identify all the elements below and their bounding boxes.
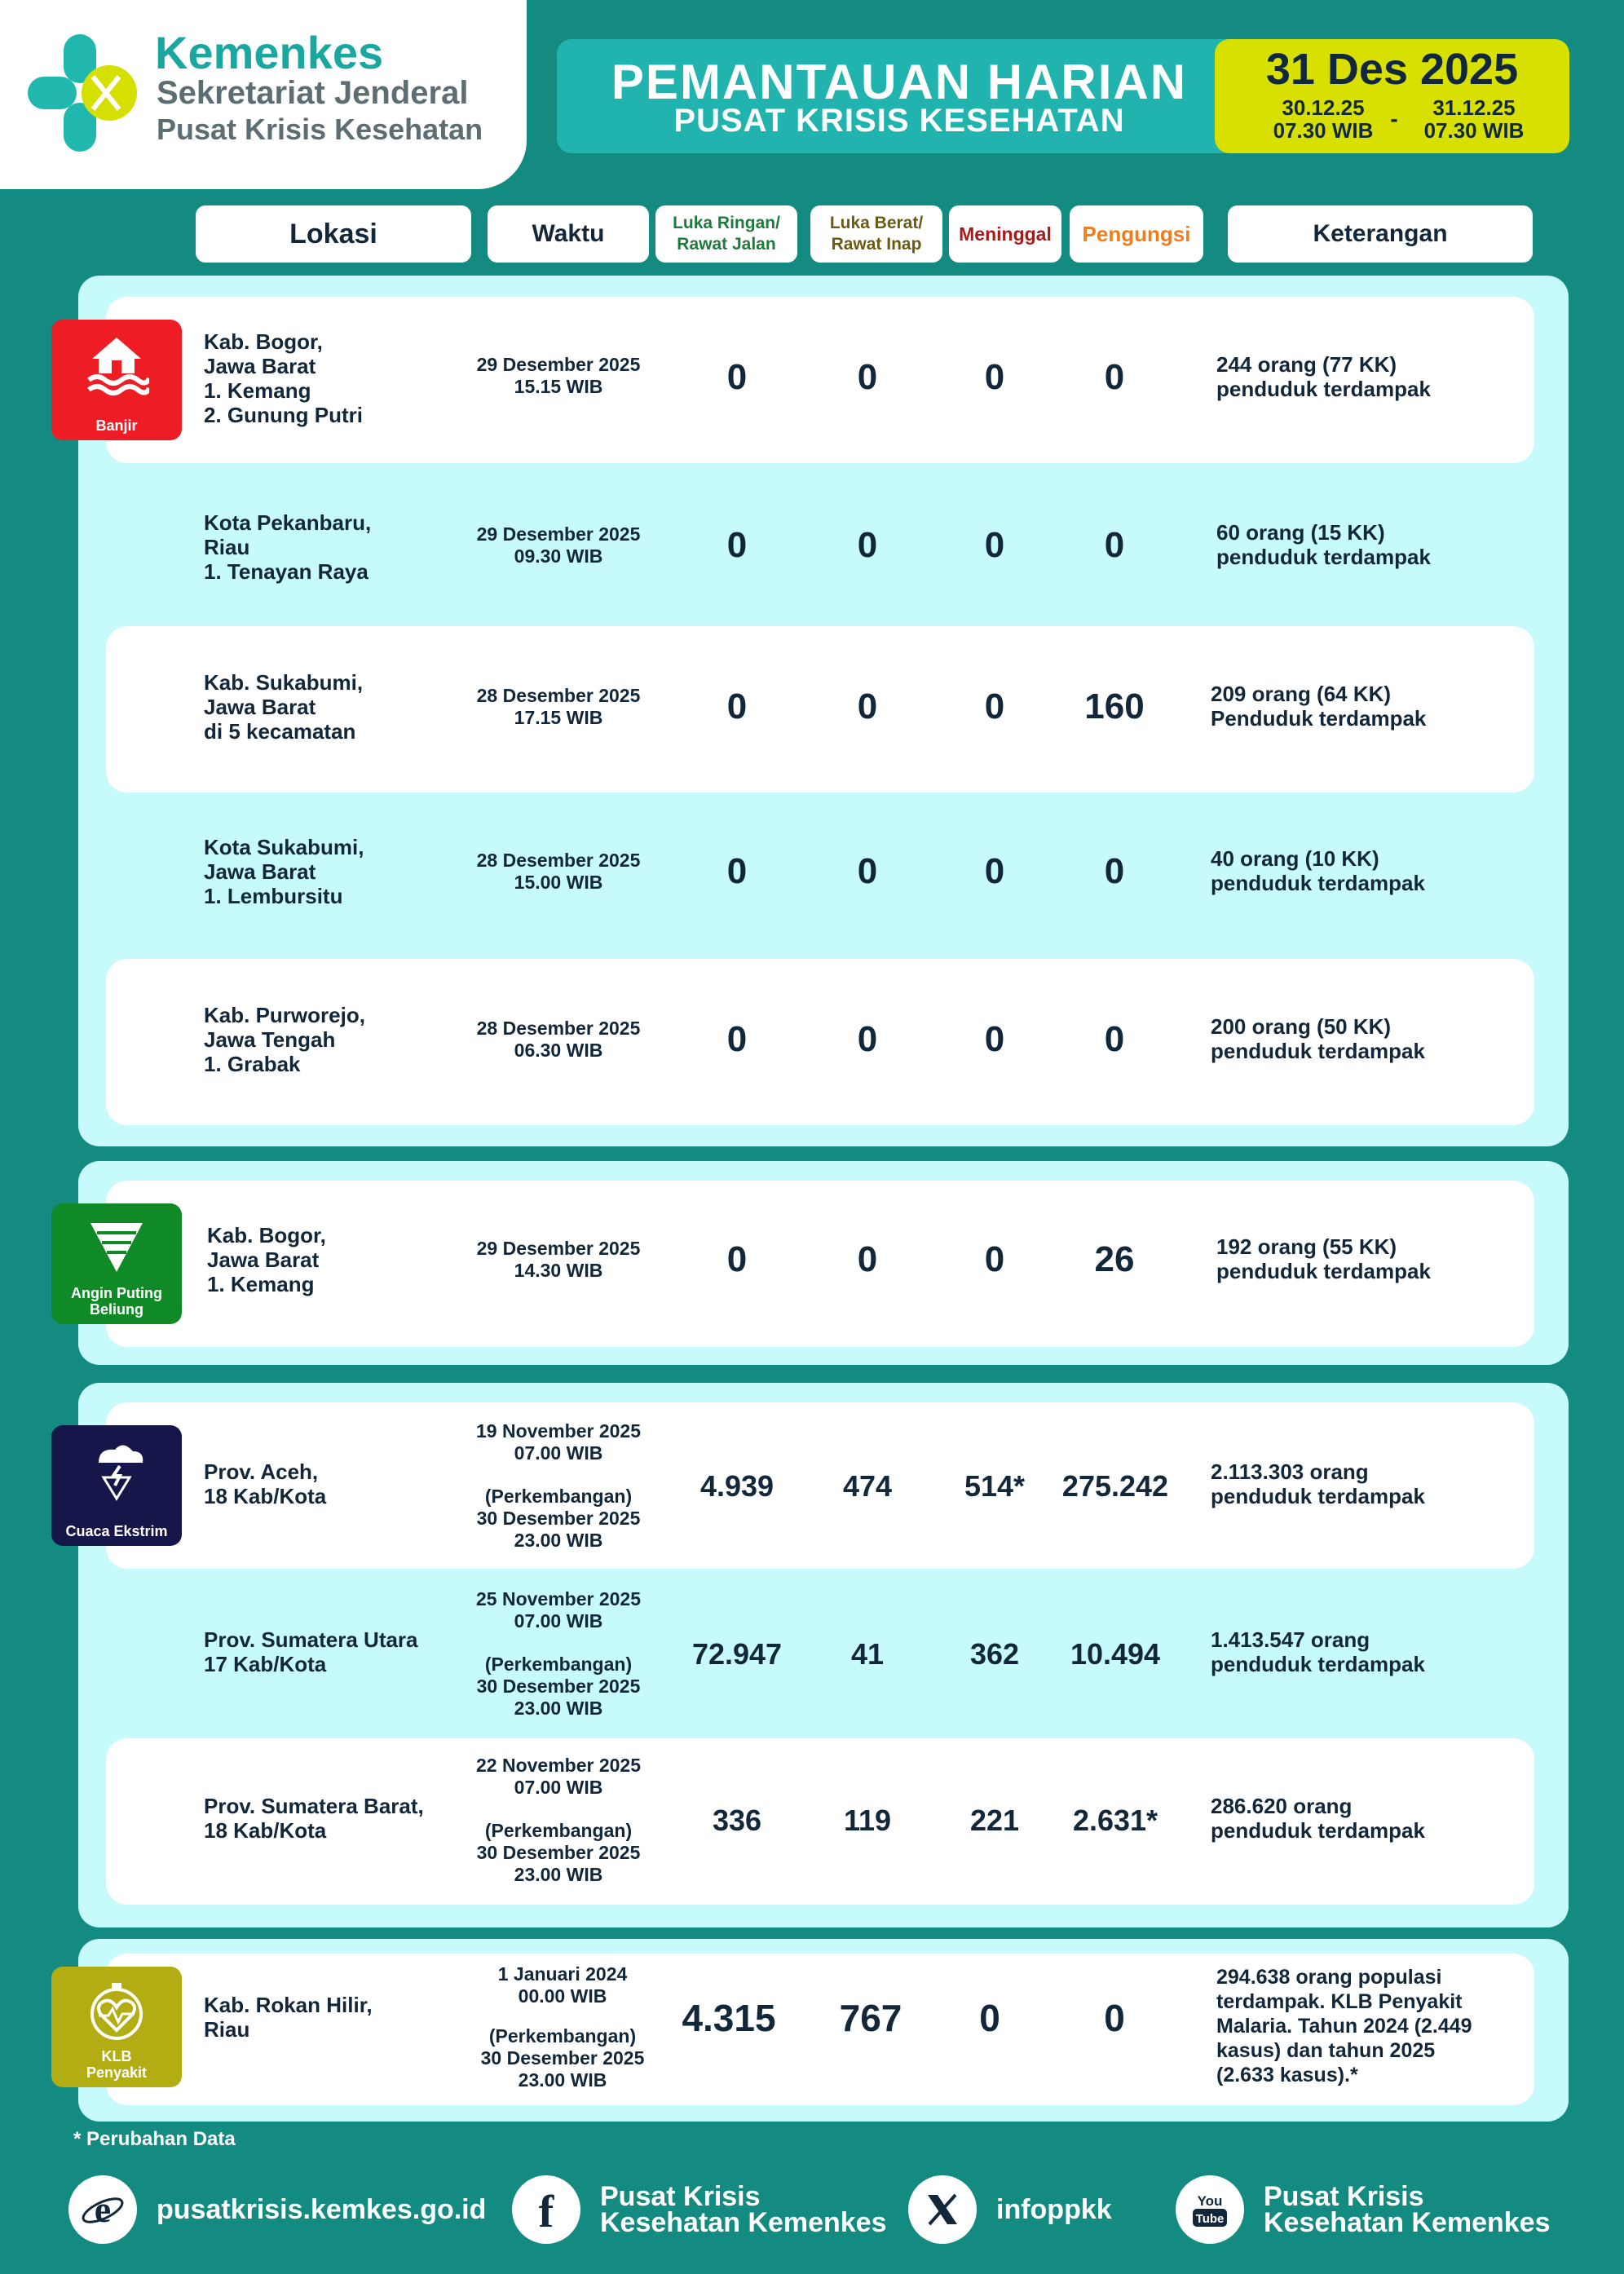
time-line: 30 Desember 2025	[476, 1508, 641, 1529]
range-to-date: 31.12.25	[1432, 95, 1516, 120]
row-4-luka-berat: 0	[857, 1019, 878, 1059]
time-line: 19 November 2025	[475, 1420, 641, 1442]
badge-klb-label-line2: Penyakit	[86, 2064, 148, 2081]
row-6-luka-ringan: 4.939	[699, 1469, 774, 1503]
row-7-meninggal: 362	[969, 1637, 1020, 1671]
note-line: 294.638 orang populasi	[1216, 1966, 1442, 1989]
time-line: 23.00 WIB	[514, 1530, 603, 1551]
row-8-pengungsi: 2.631*	[1072, 1804, 1158, 1837]
time-line: 23.00 WIB	[514, 1698, 603, 1719]
time-line: 30 Desember 2025	[480, 2047, 645, 2069]
svg-text:e: e	[94, 2188, 112, 2230]
badge-klb-label	[51, 2048, 182, 2081]
note-line: 192 orang (55 KK)	[1216, 1234, 1397, 1259]
row-3-location	[204, 835, 465, 908]
row-5-note	[1216, 1234, 1542, 1283]
web-icon-circle	[68, 2175, 137, 2244]
time-line	[444, 1464, 673, 1486]
badge-angin-label-line2: Beliung	[90, 1301, 143, 1318]
row-7-location	[204, 1627, 448, 1676]
row-8-meninggal: 221	[969, 1804, 1020, 1837]
time-line: 17.15 WIB	[514, 707, 603, 728]
row-8-luka-berat: 119	[843, 1804, 892, 1837]
time-line: 09.30 WIB	[514, 545, 603, 567]
row-6-time	[444, 1420, 673, 1552]
loc-line: 2. Gunung Putri	[204, 403, 363, 427]
social-web[interactable]	[68, 2169, 486, 2250]
time-line: (Perkembangan)	[484, 1486, 633, 1507]
note-line: Penduduk terdampak	[1211, 706, 1427, 731]
row-0-luka-berat: 0	[857, 357, 878, 397]
loc-line: 18 Kab/Kota	[204, 1818, 327, 1843]
x-icon-circle	[908, 2175, 977, 2244]
row-9-pengungsi: 0	[1104, 1997, 1125, 2039]
note-line: 200 orang (50 KK)	[1211, 1014, 1392, 1039]
time-line: (Perkembangan)	[484, 1654, 633, 1675]
time-line: 23.00 WIB	[518, 2069, 607, 2091]
logo-panel	[0, 0, 527, 189]
logo-subtitle-1: Sekretariat Jenderal	[157, 75, 469, 111]
row-5-pengungsi: 26	[1094, 1239, 1135, 1279]
note-line: 1.413.547 orang	[1211, 1627, 1370, 1652]
note-line: (2.633 kasus).*	[1216, 2064, 1358, 2086]
row-2-luka-ringan: 0	[726, 687, 748, 726]
note-line: penduduk terdampak	[1216, 377, 1431, 401]
row-5-time	[444, 1238, 673, 1282]
time-line: 06.30 WIB	[514, 1040, 603, 1061]
column-header-meninggal: Meninggal	[949, 205, 1061, 263]
note-line: 2.113.303 orang	[1211, 1459, 1369, 1484]
storm-cloud-icon	[84, 1437, 149, 1502]
row-6-luka-berat: 474	[842, 1469, 893, 1503]
heart-pulse-icon	[84, 1978, 149, 2043]
time-line: 30 Desember 2025	[476, 1842, 641, 1863]
time-line: 15.15 WIB	[514, 376, 603, 397]
column-header-waktu: Waktu	[488, 205, 649, 263]
row-9-luka-ringan: 4.315	[682, 1997, 776, 2039]
loc-line: Jawa Barat	[204, 859, 316, 884]
youtube-icon-circle	[1176, 2175, 1244, 2244]
loc-line: Kota Sukabumi,	[204, 835, 364, 859]
time-line: 28 Desember 2025	[476, 850, 641, 871]
row-6-note	[1211, 1459, 1537, 1508]
loc-line: 1. Kemang	[207, 1272, 315, 1296]
row-9-note	[1216, 1965, 1526, 2087]
row-3-meninggal: 0	[984, 851, 1005, 891]
row-4-time	[444, 1018, 673, 1062]
row-7-time	[444, 1588, 673, 1720]
badge-banjir	[51, 320, 182, 440]
column-header-luka-berat-line1: Luka Berat/	[829, 214, 924, 232]
note-line: 244 orang (77 KK)	[1216, 352, 1397, 377]
time-line: 22 November 2025	[475, 1755, 641, 1776]
internet-explorer-icon	[81, 2188, 125, 2232]
time-line: 15.00 WIB	[514, 872, 603, 893]
row-0-pengungsi: 0	[1104, 357, 1125, 397]
row-1-note	[1216, 520, 1542, 569]
tornado-icon	[84, 1215, 149, 1280]
facebook-icon	[527, 2188, 566, 2232]
x-twitter-icon	[923, 2190, 962, 2229]
row-4-note	[1211, 1014, 1537, 1063]
social-youtube-text[interactable]	[1264, 2183, 1551, 2236]
note-line: penduduk terdampak	[1211, 1818, 1425, 1843]
loc-line: Jawa Barat	[204, 695, 316, 719]
row-3-luka-ringan: 0	[726, 851, 748, 891]
loc-line: 1. Kemang	[204, 378, 311, 403]
note-line: 286.620 orang	[1211, 1794, 1353, 1818]
time-line: 00.00 WIB	[518, 1985, 607, 2007]
row-6-meninggal: 514*	[964, 1469, 1026, 1503]
time-line: 14.30 WIB	[514, 1260, 603, 1281]
badge-klb-label-line1: KLB	[101, 2048, 132, 2064]
row-5-meninggal: 0	[984, 1239, 1005, 1279]
time-line: (Perkembangan)	[488, 2025, 637, 2047]
loc-line: 1. Lembursitu	[204, 884, 343, 908]
page-subtitle: PUSAT KRISIS KESEHATAN	[673, 103, 1125, 139]
loc-line: 1. Tenayan Raya	[204, 559, 368, 584]
row-3-pengungsi: 0	[1104, 851, 1125, 891]
social-youtube[interactable]	[1176, 2169, 1551, 2250]
time-line	[444, 1799, 673, 1820]
row-7-note	[1211, 1627, 1537, 1676]
row-0-location	[204, 329, 465, 427]
loc-line: Prov. Sumatera Utara	[204, 1627, 418, 1652]
loc-line: Kab. Sukabumi,	[204, 670, 364, 695]
time-line: 07.00 WIB	[514, 1442, 603, 1464]
youtube-icon	[1188, 2188, 1232, 2232]
range-to	[1401, 96, 1547, 142]
loc-line: Riau	[204, 2017, 250, 2042]
note-line: penduduk terdampak	[1216, 545, 1431, 569]
time-line: 29 Desember 2025	[476, 354, 641, 375]
badge-angin-puting-beliung	[51, 1203, 182, 1324]
range-separator: -	[1390, 106, 1398, 131]
range-from-date: 30.12.25	[1282, 95, 1365, 120]
row-2-location	[204, 670, 465, 744]
badge-cuaca-label: Cuaca Ekstrim	[65, 1523, 168, 1539]
note-line: Malaria. Tahun 2024 (2.449	[1216, 2015, 1472, 2038]
social-facebook-text[interactable]	[600, 2183, 887, 2236]
row-9-location	[204, 1993, 465, 2042]
badge-cuaca-ekstrim	[51, 1425, 182, 1546]
loc-line: 17 Kab/Kota	[204, 1652, 327, 1676]
row-9-meninggal: 0	[979, 1997, 1000, 2039]
column-header-luka-ringan-line2: Rawat Jalan	[677, 235, 776, 254]
loc-line: Kab. Rokan Hilir,	[204, 1993, 373, 2017]
logo-title: Kemenkes	[155, 27, 384, 78]
loc-line: Riau	[204, 535, 250, 559]
loc-line: Prov. Aceh,	[204, 1459, 319, 1484]
row-8-note	[1211, 1794, 1537, 1843]
row-2-time	[444, 685, 673, 729]
social-youtube-line1: Pusat Krisis	[1264, 2181, 1424, 2212]
note-line: penduduk terdampak	[1216, 1259, 1431, 1283]
column-header-luka-berat	[810, 205, 942, 263]
row-3-luka-berat: 0	[857, 851, 878, 891]
badge-banjir-label: Banjir	[95, 417, 138, 434]
row-8-location	[204, 1794, 448, 1843]
column-header-luka-ringan	[655, 205, 797, 263]
page-title: PEMANTAUAN HARIAN	[611, 55, 1188, 109]
time-line: 28 Desember 2025	[476, 685, 641, 706]
row-1-time	[444, 523, 673, 567]
row-6-location	[204, 1459, 465, 1508]
note-line: penduduk terdampak	[1211, 1039, 1425, 1063]
kemenkes-logo-icon	[28, 28, 142, 158]
row-1-luka-berat: 0	[857, 525, 878, 565]
time-line: (Perkembangan)	[484, 1820, 633, 1841]
note-line: penduduk terdampak	[1211, 1484, 1425, 1508]
row-0-meninggal: 0	[984, 357, 1005, 397]
social-facebook-line2: Kesehatan Kemenkes	[600, 2207, 887, 2238]
column-header-pengungsi: Pengungsi	[1070, 205, 1203, 263]
flood-house-icon	[84, 331, 149, 396]
note-line: terdampak. KLB Penyakit	[1216, 1990, 1463, 2013]
row-2-pengungsi: 160	[1084, 687, 1145, 726]
loc-line: 1. Grabak	[204, 1052, 301, 1076]
row-2-luka-berat: 0	[857, 687, 878, 726]
row-7-pengungsi: 10.494	[1070, 1637, 1161, 1671]
row-0-note	[1216, 352, 1542, 401]
loc-line: Kab. Bogor,	[204, 329, 323, 354]
row-0-time	[444, 354, 673, 398]
row-2-meninggal: 0	[984, 687, 1005, 726]
row-1-pengungsi: 0	[1104, 525, 1125, 565]
time-line: 25 November 2025	[475, 1588, 641, 1609]
badge-klb-penyakit	[51, 1967, 182, 2087]
note-line: penduduk terdampak	[1211, 871, 1425, 895]
row-9-time	[448, 1963, 677, 2091]
row-3-note	[1211, 846, 1537, 895]
row-8-luka-ringan: 336	[712, 1804, 762, 1837]
loc-line: Jawa Tengah	[204, 1027, 336, 1052]
youtube-glyph-you: You	[1197, 2193, 1223, 2209]
column-header-luka-ringan-line1: Luka Ringan/	[673, 214, 780, 232]
range-to-time: 07.30 WIB	[1423, 118, 1525, 143]
range-from	[1254, 96, 1392, 142]
note-line: 40 orang (10 KK)	[1211, 846, 1379, 871]
loc-line: di 5 kecamatan	[204, 719, 356, 744]
time-line: 07.00 WIB	[514, 1777, 603, 1798]
youtube-glyph-tube: Tube	[1195, 2212, 1225, 2226]
loc-line: Kab. Bogor,	[207, 1223, 326, 1247]
svg-text:f: f	[538, 2188, 554, 2232]
column-header-luka-berat-line2: Rawat Inap	[831, 235, 922, 254]
badge-angin-label	[51, 1285, 182, 1318]
row-7-luka-ringan: 72.947	[691, 1637, 783, 1671]
note-line: 60 orang (15 KK)	[1216, 520, 1385, 545]
time-line: 23.00 WIB	[514, 1864, 603, 1885]
row-5-location	[207, 1223, 468, 1296]
row-9-luka-berat: 767	[839, 1997, 902, 2039]
social-youtube-line2: Kesehatan Kemenkes	[1264, 2207, 1551, 2238]
row-4-luka-ringan: 0	[726, 1019, 748, 1059]
column-header-keterangan: Keterangan	[1228, 205, 1533, 263]
time-line	[444, 1632, 673, 1654]
time-line: 07.00 WIB	[514, 1610, 603, 1632]
row-2-note	[1211, 682, 1537, 731]
row-7-luka-berat: 41	[850, 1637, 885, 1671]
footnote: * Perubahan Data	[73, 2128, 236, 2150]
row-8-time	[444, 1755, 673, 1886]
social-facebook-line1: Pusat Krisis	[600, 2181, 761, 2212]
time-line	[448, 2007, 677, 2025]
badge-angin-label-line1: Angin Puting	[71, 1285, 162, 1301]
social-facebook[interactable]	[512, 2169, 887, 2250]
report-date: 31 Des 2025	[1265, 45, 1519, 94]
row-4-meninggal: 0	[984, 1019, 1005, 1059]
row-5-luka-ringan: 0	[726, 1239, 748, 1279]
row-5-luka-berat: 0	[857, 1239, 878, 1279]
row-0-luka-ringan: 0	[726, 357, 748, 397]
row-6-pengungsi: 275.242	[1061, 1469, 1169, 1503]
logo-subtitle-2: Pusat Krisis Kesehatan	[157, 113, 483, 146]
loc-line: Jawa Barat	[207, 1247, 320, 1272]
social-x-text[interactable]: infoppkk	[996, 2194, 1112, 2225]
note-line: kasus) dan tahun 2025	[1216, 2039, 1436, 2062]
loc-line: Jawa Barat	[204, 354, 316, 378]
row-1-location	[204, 510, 465, 584]
time-line: 29 Desember 2025	[476, 1238, 641, 1259]
time-line: 29 Desember 2025	[476, 523, 641, 545]
social-web-text[interactable]: pusatkrisis.kemkes.go.id	[157, 2194, 487, 2225]
time-line: 28 Desember 2025	[476, 1018, 641, 1039]
time-line: 1 Januari 2024	[497, 1963, 628, 1985]
row-3-time	[444, 850, 673, 894]
social-x[interactable]	[908, 2169, 1112, 2250]
loc-line: Kab. Purworejo,	[204, 1003, 365, 1027]
row-1-luka-ringan: 0	[726, 525, 748, 565]
row-4-location	[204, 1003, 465, 1076]
facebook-icon-circle	[512, 2175, 580, 2244]
loc-line: Prov. Sumatera Barat,	[204, 1794, 424, 1818]
loc-line: Kota Pekanbaru,	[204, 510, 372, 535]
row-1-meninggal: 0	[984, 525, 1005, 565]
note-line: 209 orang (64 KK)	[1211, 682, 1392, 706]
range-from-time: 07.30 WIB	[1273, 118, 1374, 143]
time-line: 30 Desember 2025	[476, 1676, 641, 1697]
column-header-lokasi: Lokasi	[196, 205, 471, 263]
loc-line: 18 Kab/Kota	[204, 1484, 327, 1508]
row-4-pengungsi: 0	[1104, 1019, 1125, 1059]
date-box	[1215, 39, 1569, 153]
note-line: penduduk terdampak	[1211, 1652, 1425, 1676]
